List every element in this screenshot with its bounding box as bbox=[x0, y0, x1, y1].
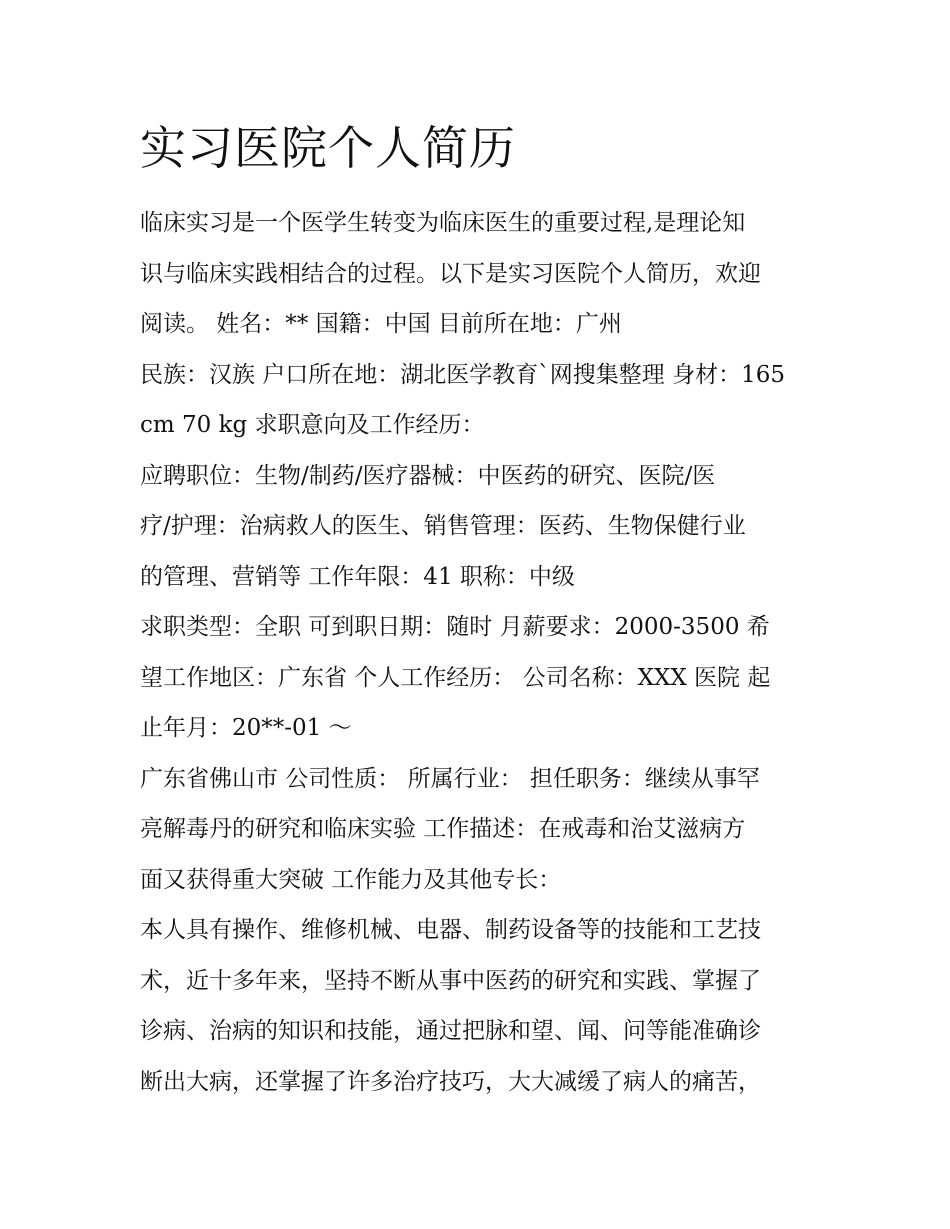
body-line: 民族：汉族 户口所在地：湖北医学教育`网搜集整理 身材：165 bbox=[140, 361, 786, 388]
body-line: 断出大病，还掌握了许多治疗技巧，大大减缓了病人的痛苦， bbox=[140, 1068, 761, 1095]
body-line: 临床实习是一个医学生转变为临床医生的重要过程,是理论知 bbox=[140, 210, 746, 236]
body-line: 求职类型：全职 可到职日期：随时 月薪要求：2000-3500 希 bbox=[140, 614, 770, 640]
body-line: 本人具有操作、维修机械、电器、制药设备等的技能和工艺技 bbox=[140, 917, 761, 943]
body-line: 术，近十多年来，坚持不断从事中医药的研究和实践、掌握了 bbox=[140, 967, 761, 994]
body-line: 识与临床实践相结合的过程。以下是实习医院个人简历，欢迎 bbox=[140, 260, 761, 287]
document-title: 实习医院个人简历 bbox=[140, 121, 516, 175]
body-line: 广东省佛山市 公司性质： 所属行业： 担任职务：继续从事罕 bbox=[140, 765, 760, 792]
body-line: 阅读。 姓名：** 国籍：中国 目前所在地：广州 bbox=[140, 311, 622, 337]
body-line: 止年月：20**-01 ～ bbox=[140, 715, 352, 741]
body-line: 面又获得重大突破 工作能力及其他专长： bbox=[140, 866, 562, 893]
body-line: 的管理、营销等 工作年限：41 职称：中级 bbox=[140, 563, 575, 590]
body-line: 望工作地区：广东省 个人工作经历： 公司名称：XXX 医院 起 bbox=[140, 664, 771, 691]
body-line: 应聘职位：生物/制药/医疗器械：中医药的研究、医院/医 bbox=[140, 462, 716, 489]
body-line: 疗/护理：治病救人的医生、销售管理：医药、生物保健行业 bbox=[140, 513, 746, 539]
body-line: 亮解毒丹的研究和临床实验 工作描述：在戒毒和治艾滋病方 bbox=[140, 816, 746, 842]
document-body bbox=[140, 198, 820, 1107]
body-line: 诊病、治病的知识和技能，通过把脉和望、闻、问等能准确诊 bbox=[140, 1018, 761, 1044]
body-line: cm 70 kg 求职意向及工作经历： bbox=[140, 412, 485, 438]
